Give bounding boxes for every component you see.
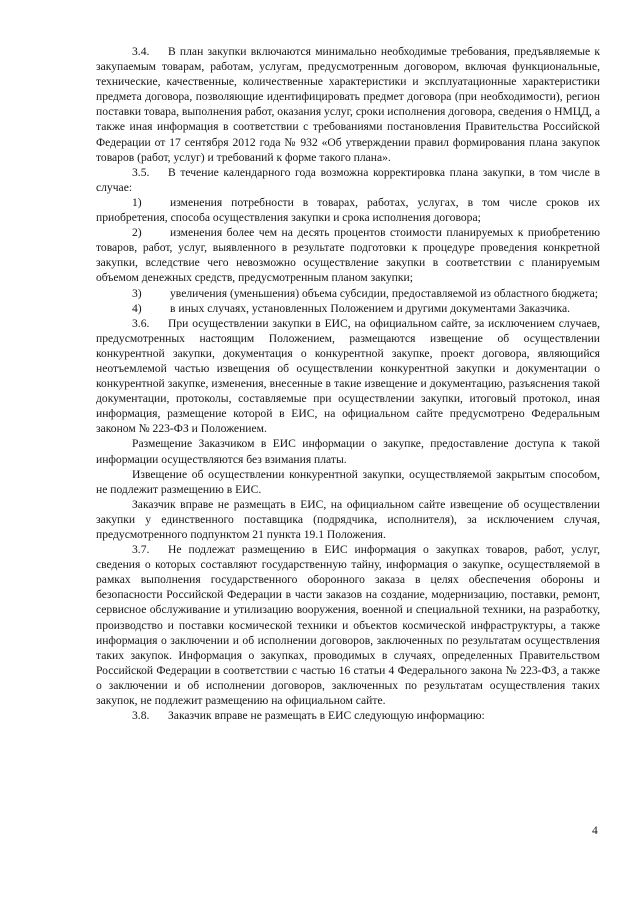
list-item-number: 2)	[132, 226, 142, 240]
clause-text: В план закупки включаются минимально необходимые требования, предъявляемые к закупаемым товарам, работам, услугам, предусмотренным договором, включая функциональные, технические, качественные, количественные характеристики и эксплуатационные характеристики предмета договора, позволяющие идентифицировать предмет договора (при необходимости), регион поставки товара, выполнения работ, оказания услуг, сроки исполнения договора, сведения о НМЦД, а также иная информация в соответствии с требованиями постановления Правительства Российской Федерации от 17 сентября 2012 года № 932 «Об утверждении правил формирования плана закупок товаров (работ, услуг) и требований к форме такого плана».	[96, 45, 600, 164]
clause-text: Не подлежат размещению в ЕИС информация о закупках товаров, работ, услуг, сведения о которых составляют государственную тайну, информация о закупке, осуществляемой в рамках выполнения государственного оборонного заказа в целях обеспечения обороны и безопасности Российской Федерации в части заказов на создание, модернизацию, поставки, ремонт, сервисное обслуживание и утилизацию вооружения, военной и специальной техники, на разработку, производство и поставки космической техники и объектов космической инфраструктуры, а также информация о заключении и об исполнении договоров, заключенных по результатам осуществления таких закупок. Информация о закупках, проводимых в случаях, определенных Правительством Российской Федерации в соответствии с частью 16 статьи 4 Федерального закона № 223-ФЗ, а также о заключении и об исполнении договоров, заключенных по результатам осуществления таких закупок, не подлежит размещению на официальном сайте.	[96, 543, 600, 708]
paragraph-text: Извещение об осуществлении конкурентной закупки, осуществляемой закрытым способом, не подлежит размещению в ЕИС.	[96, 467, 600, 496]
clause-number: 3.8.	[132, 709, 150, 723]
list-item-1	[96, 195, 600, 225]
clause-3-5	[96, 165, 600, 195]
clause-text: В течение календарного года возможна корректировка плана закупки, в том числе в случае:	[96, 165, 600, 194]
page-number: 4	[592, 825, 598, 837]
list-item-number: 4)	[132, 301, 142, 315]
clause-3-8	[96, 708, 600, 723]
paragraph-text: Размещение Заказчиком в ЕИС информации о закупке, предоставление доступа к такой информации осуществляются без взимания платы.	[96, 437, 600, 466]
paragraph-text: Заказчик вправе не размещать в ЕИС, на официальном сайте извещение об осуществлении закупки у единственного поставщика (подрядчика, исполнителя), за исключением случая, предусмотренного подпунктом 21 пункта 19.1 Положения.	[96, 497, 600, 541]
list-item-text: изменения потребности в товарах, работах, услугах, в том числе сроков их приобретения, способа осуществления закупки и срока исполнения договора;	[96, 195, 600, 225]
clause-text: При осуществлении закупки в ЕИС, на официальном сайте, за исключением случаев, предусмотренных настоящим Положением, размещаются извещение об осуществлении конкурентной закупки, документация о конкурентной закупке, проект договора, являющийся неотъемлемой частью извещения об осуществлении конкурентной закупки и документации о конкурентной закупке, изменения, внесенные в такие извещение и документацию, разъяснения такой документации, протоколы, составляемые при осуществлении закупки, итоговый протокол, иная информация, размещение которой в ЕИС, на официальном сайте предусмотрено Федеральным законом № 223-ФЗ и Положением.	[96, 316, 600, 436]
clause-text: Заказчик вправе не размещать в ЕИС следующую информацию:	[168, 709, 485, 723]
clause-3-6	[96, 316, 600, 437]
paragraph	[96, 467, 600, 497]
clause-number: 3.5.	[132, 165, 150, 179]
clause-number: 3.6.	[132, 316, 150, 330]
list-item-number: 1)	[132, 195, 142, 209]
list-item-2	[96, 225, 600, 285]
list-item-text: в иных случаях, установленных Положением и другими документами Заказчика.	[170, 301, 571, 315]
list-item-number: 3)	[132, 286, 142, 300]
page-body	[96, 44, 600, 723]
list-item-4	[96, 301, 600, 316]
paragraph	[96, 436, 600, 466]
list-item-3	[96, 286, 600, 301]
clause-3-7	[96, 542, 600, 708]
clause-number: 3.7.	[132, 543, 150, 557]
clause-3-4	[96, 44, 600, 165]
list-item-text: увеличения (уменьшения) объема субсидии, предоставляемой из областного бюджета;	[170, 286, 598, 300]
list-item-text: изменения более чем на десять процентов стоимости планируемых к приобретению товаров, работ, услуг, выявленного в результате подготовки к процедуре проведения конкретной закупки, вследствие чего невозможно осуществление закупки в соответствии с планируемым объемом денежных средств, предусмотренным планом закупки;	[96, 226, 600, 285]
clause-number: 3.4.	[132, 45, 150, 58]
paragraph	[96, 497, 600, 542]
